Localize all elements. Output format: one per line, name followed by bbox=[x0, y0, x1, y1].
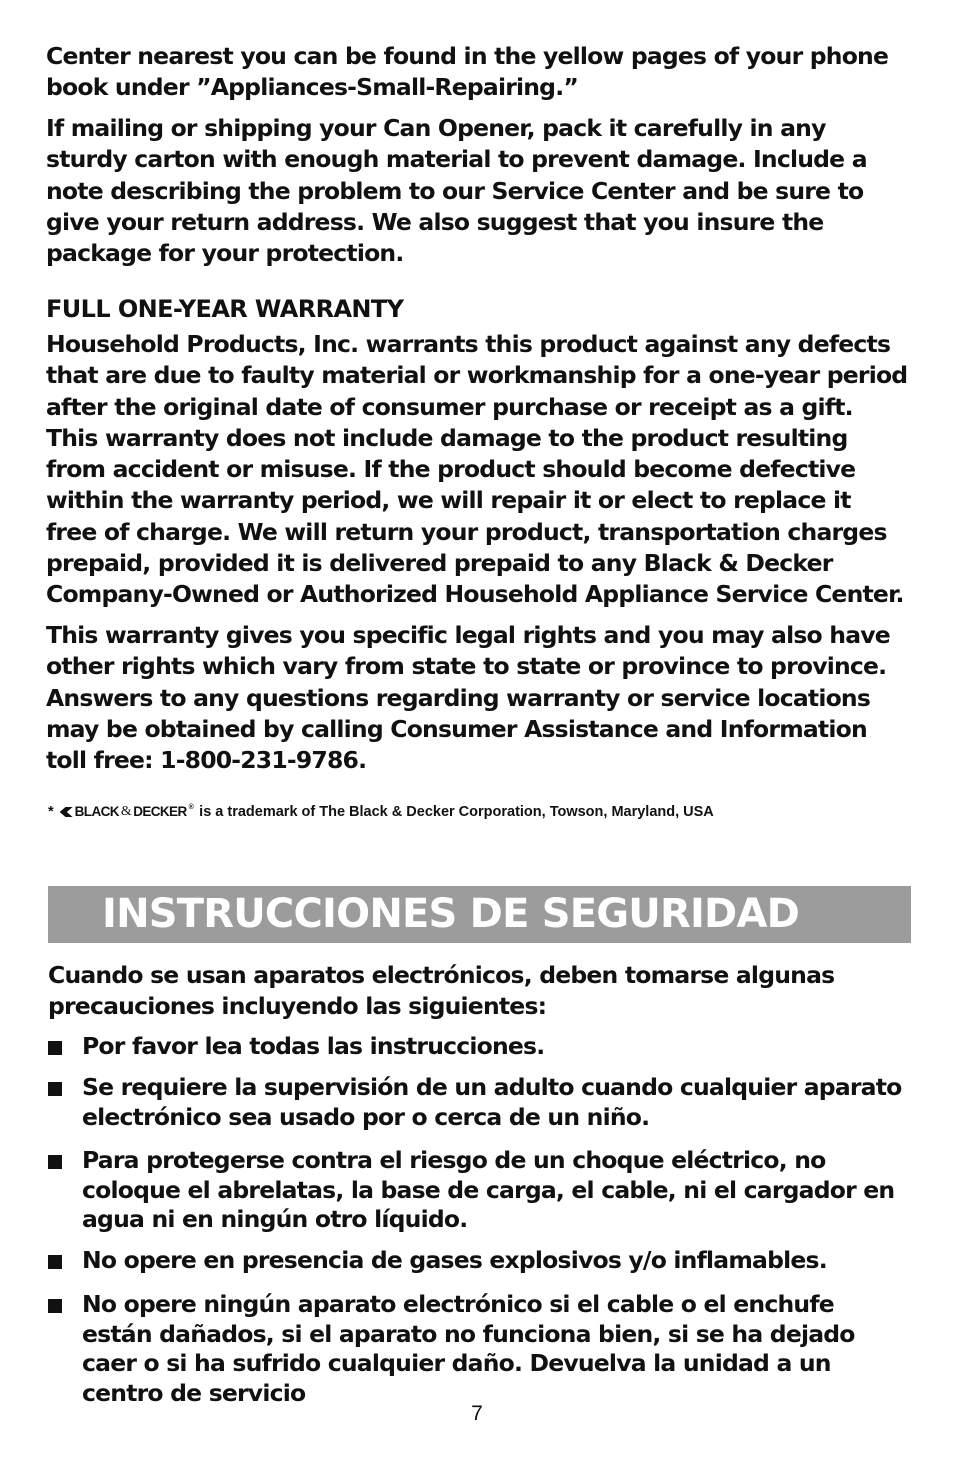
hexagon-logo-icon bbox=[60, 807, 73, 817]
square-bullet-icon bbox=[48, 1299, 62, 1313]
list-item bbox=[48, 1246, 910, 1276]
square-bullet-icon bbox=[48, 1155, 62, 1169]
list-item-text: Se requiere la supervisión de un adulto cuando cualquier aparato electrónico sea usado por o cerca de un niño. bbox=[82, 1073, 902, 1131]
registered-mark: ® bbox=[188, 804, 194, 811]
page-number: 7 bbox=[471, 1402, 483, 1425]
list-item bbox=[48, 1290, 910, 1408]
list-item-text: Por favor lea todas las instrucciones. bbox=[82, 1032, 545, 1060]
trademark-asterisk: * bbox=[48, 804, 54, 820]
list-item-text: No opere en presencia de gases explosivos y/o inflamables. bbox=[82, 1246, 827, 1274]
warranty-paragraph-1: Household Products, Inc. warrants this product against any defects that are due to faulty material or workmanship for a one-year period after the original date of consumer purchase or receipt as a gift. This warranty does not include damage to the product resulting from accident or misuse. If the product should become defective within the warranty period, we will repair it or elect to replace it free of charge. We will return your product, transportation charges prepaid, provided it is delivered prepaid to any Black & Decker Company-Owned or Authorized Household Appliance Service Center. bbox=[46, 330, 908, 609]
warranty-heading: FULL ONE-YEAR WARRANTY bbox=[46, 295, 404, 323]
spanish-intro: Cuando se usan aparatos electrónicos, deben tomarse algunas precauciones incluyendo las siguientes: bbox=[48, 961, 835, 1021]
list-item bbox=[48, 1146, 910, 1235]
square-bullet-icon bbox=[48, 1041, 62, 1055]
warranty-paragraph-2: This warranty gives you specific legal rights and you may also have other rights which vary from state to state or province to province. Answers to any questions regarding warranty or service locations may be obtained by calling Consumer Assistance and Information toll free: 1-800-231-9786. bbox=[46, 621, 890, 775]
list-item-text: No opere ningún aparato electrónico si el cable o el enchufe están dañados, si el aparato no funciona bien, si se ha dejado caer o si ha sufrido cualquier daño. Devuelva la unidad a un centro de servicio bbox=[82, 1290, 855, 1407]
banner-title: INSTRUCCIONES DE SEGURIDAD bbox=[102, 891, 800, 937]
square-bullet-icon bbox=[48, 1255, 62, 1269]
service-paragraph-2: If mailing or shipping your Can Opener, pack it carefully in any sturdy carton with enough material to prevent damage. Include a note describing the problem to our Service Center and be sure to give your return address. We also suggest that you insure the package for your protection. bbox=[46, 114, 867, 268]
trademark-note bbox=[48, 802, 908, 822]
trademark-text: is a trademark of The Black & Decker Corporation, Towson, Maryland, USA bbox=[199, 804, 714, 820]
black-and-decker-logo bbox=[60, 802, 194, 822]
list-item-text: Para protegerse contra el riesgo de un choque eléctrico, no coloque el abrelatas, la base de carga, el cable, ni el cargador en agua ni en ningún otro líquido. bbox=[82, 1146, 895, 1233]
list-item bbox=[48, 1073, 910, 1132]
logo-decker-text: DECKER bbox=[133, 804, 187, 819]
list-item bbox=[48, 1032, 910, 1062]
logo-amp-text: & bbox=[120, 804, 132, 819]
section-banner bbox=[48, 886, 911, 943]
logo-black-text: BLACK bbox=[74, 804, 119, 819]
square-bullet-icon bbox=[48, 1082, 62, 1096]
service-paragraph-1: Center nearest you can be found in the yellow pages of your phone book under ”Appliances-Small-Repairing.” bbox=[46, 42, 889, 102]
